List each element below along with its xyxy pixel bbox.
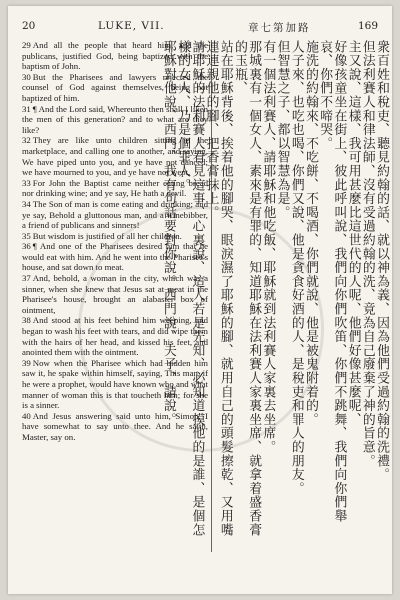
verse-number: 32 [22,135,31,146]
chinese-verse: 人子來、也吃也喝、你們又說、他是貪食好酒的人、是稅吏和罪人的朋友。 [288,40,304,496]
verse-number: 34 [22,198,31,209]
chinese-verse: 好像孩童坐在街上、彼此呼叫說、我們向你們吹笛、你們不跳舞、我們向你們舉哀、你們不啼哭。 [317,40,347,523]
english-chapter-title: LUKE, VII. [98,20,165,32]
left-page-number: 20 [22,20,36,32]
verse-number: 37 [22,273,31,284]
verse-number: 35 [22,230,31,241]
chinese-verse: 請耶穌的法利賽人看見這事、心裏說、這人若是先知、必知道摸他的是誰、是個怎樣的女人、乃是個罪人。 [175,40,205,537]
verse-text: The Son of man is come eating and drinking; and ye say, Behold a gluttonous man, and a winebibber, a friend of publicans and sinners! [22,198,208,231]
chinese-text-column [160,40,389,550]
verse-text: And, behold, a woman in the city, which was a sinner, when she knew that Jesus sat at meat in the Pharisee's house, brought an alabaster box of ointment, [22,273,208,315]
verse-text: And Jesus answering said unto him, Simon, I have somewhat to say unto thee. And he saith, Master, say on. [22,410,208,442]
right-page-number: 169 [358,20,379,32]
verse-number: 30 [22,71,31,82]
chinese-chapter-title: 章七第加路 [248,22,311,34]
chinese-verse: 有一個法利賽人、請耶穌和他吃飯、耶穌就到法利賽人家裏去坐席。 [260,40,276,454]
chinese-verse: 但智慧之子、都以智慧為是。 [274,40,290,220]
verse-text: And stood at his feet behind him weeping, and began to wash his feet with tears, and did wipe them with the hairs of her head, and kissed his feet, and anointed them with the ointment. [22,315,208,358]
verse-number: 39 [22,357,31,368]
verse-text: And all the people that heard him, and the publicans, justified God, being baptized with the baptism of John. [22,40,208,72]
verse-number: 29 [22,40,31,50]
verse-text: ¶ And one of the Pharisees desired him that he would eat with him. And he went into the Pharisee's house, and sat down to meat. [22,241,208,273]
chinese-verse: 主又說、這樣、我可用甚麼比這世代的人呢、他們好像甚麼呢、 [345,40,361,427]
verse-number: 33 [22,177,31,188]
verse-text: They are like unto children sitting in the marketplace, and calling one to another, and saying, We have piped unto you, and ye have not danced; we have mourned to you, and ye have not wept. [22,135,208,178]
chinese-verse: 站在耶穌背後、挨着他的腳哭、眼淚濕了耶穌的腳、就用自己的頭髮擦乾、又用嘴連連親他的腳、把香膏抹上。 [203,40,233,537]
verse-text: For John the Baptist came neither eating bread nor drinking wine; and ye say, He hath a devil. [22,177,208,199]
verse-number: 31 [22,103,31,114]
verse-text: But the Pharisees and lawyers rejected the counsel of God against themselves, being not baptized of him. [22,71,208,103]
chinese-verse: 耶穌對他說、西門、我有句話要對你說。西門說、夫子、請說。 [160,40,176,427]
verse-number: 40 [22,410,31,421]
verse-text: Now when the Pharisee which had bidden him saw it, he spake within himself, saying, This man, if he were a prophet, would have known who and what manner of woman this is that toucheth him; for she is a sinner. [22,357,208,411]
chinese-verse: 但法利賽人和律法師、沒有受過約翰的洗、竟為自己廢棄了神的旨意。 [359,40,375,468]
verse-number: 36 [22,241,31,252]
verse-text: ¶ And the Lord said, Whereunto then shall I liken the men of this generation? and to what are they like? [22,103,208,135]
book-page [8,6,392,594]
verse-text: But wisdom is justified of all her children. [32,230,182,241]
chinese-verse: 施洗的約翰來、不吃餅、不喝酒、你們就說、他是被鬼附着的。 [302,40,318,427]
chinese-verse: 衆百姓和稅吏、聽見約翰的話、就以神為義、因為他們受過約翰的洗禮。 [374,40,389,482]
chinese-verse: 那城裏有一個女人、素來是有罪的、知道耶穌在法利賽人家裏坐席、就拿着盛香膏的玉瓶、 [231,40,262,537]
verse-number: 38 [22,315,31,326]
